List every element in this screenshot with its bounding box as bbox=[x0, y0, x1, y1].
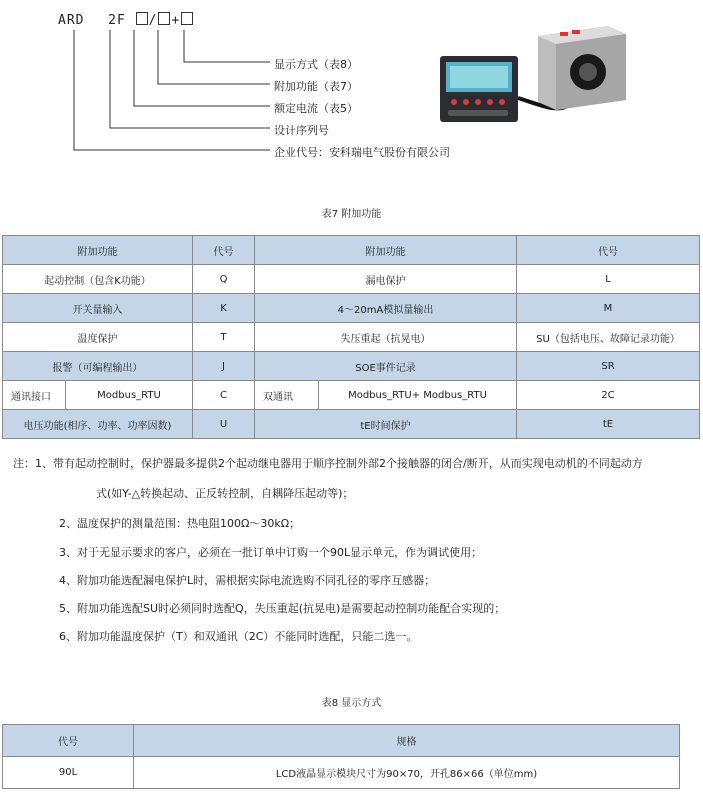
table-row bbox=[3, 757, 680, 789]
table-row bbox=[3, 352, 700, 381]
leader-rated bbox=[134, 30, 270, 106]
main-module bbox=[538, 26, 626, 110]
cell: Q bbox=[193, 265, 255, 294]
cell: 4～20mA模拟量输出 bbox=[255, 294, 517, 323]
table-row bbox=[3, 323, 700, 352]
cell: 90L bbox=[3, 757, 134, 789]
cell: tE时间保护 bbox=[255, 410, 517, 439]
table-header-row bbox=[3, 725, 680, 757]
model-series: 2F bbox=[108, 13, 126, 28]
note-1a: 注：1、带有起动控制时，保护器最多提供2个起动继电器用于顺序控制外部2个接触器的闭合/断开，从而实现电动机的不同起动方 bbox=[13, 457, 643, 470]
table-row bbox=[3, 294, 700, 323]
cell: L bbox=[517, 265, 700, 294]
cell: SR bbox=[517, 352, 700, 381]
leader-display bbox=[184, 30, 270, 62]
additional-function-table bbox=[2, 235, 700, 439]
cell: 起动控制（包含K功能） bbox=[3, 265, 193, 294]
header-spec: 规格 bbox=[134, 725, 680, 757]
note-4: 4、附加功能选配漏电保护L时，需根据实际电流选购不同孔径的零序互感器； bbox=[59, 574, 436, 587]
cell: Modbus_RTU+ Modbus_RTU bbox=[319, 381, 517, 410]
cell: tE bbox=[517, 410, 700, 439]
cell: 双通讯 bbox=[255, 381, 319, 410]
cell: SOE事件记录 bbox=[255, 352, 517, 381]
legend-rated-current: 额定电流（表5） bbox=[274, 102, 358, 115]
header-code-1: 代号 bbox=[193, 236, 255, 265]
table-row bbox=[3, 381, 700, 410]
leader-enterprise bbox=[74, 30, 270, 150]
legend-design-serial: 设计序列号 bbox=[274, 124, 329, 137]
model-slash: / bbox=[148, 13, 158, 28]
cell: 报警（可编程输出） bbox=[3, 352, 193, 381]
header-code-2: 代号 bbox=[517, 236, 700, 265]
cell: 通讯接口 bbox=[3, 381, 66, 410]
model-prefix: ARD bbox=[58, 13, 85, 28]
cell: K bbox=[193, 294, 255, 323]
cell: 2C bbox=[517, 381, 700, 410]
table7-caption: 表7 附加功能 bbox=[321, 209, 382, 220]
note-6: 6、附加功能温度保护（T）和双通讯（2C）不能同时选配，只能二选一。 bbox=[59, 630, 418, 643]
header-code: 代号 bbox=[3, 725, 134, 757]
device-illustration bbox=[438, 26, 628, 124]
cell: LCD液晶显示模块尺寸为90×70，开孔86×66（单位mm) bbox=[134, 757, 680, 789]
note-1b: 式(如Y-△转换起动、正反转控制，自耦降压起动等)； bbox=[96, 487, 354, 500]
legend-additional-function: 附加功能（表7） bbox=[274, 80, 358, 93]
cell: C bbox=[193, 381, 255, 410]
model-plus: + bbox=[171, 13, 181, 28]
header-function-2: 附加功能 bbox=[255, 236, 517, 265]
cell: M bbox=[517, 294, 700, 323]
cell: 失压重起（抗晃电） bbox=[255, 323, 517, 352]
cell: T bbox=[193, 323, 255, 352]
note-5: 5、附加功能选配SU时必须同时选配Q，失压重起(抗晃电)是需要起动控制功能配合实现的； bbox=[59, 602, 506, 615]
table-row bbox=[3, 265, 700, 294]
cell: SU（包括电压、故障记录功能） bbox=[517, 323, 700, 352]
leader-additional bbox=[158, 30, 270, 84]
cell: 漏电保护 bbox=[255, 265, 517, 294]
table8-caption: 表8 显示方式 bbox=[321, 698, 382, 709]
cell: 开关量输入 bbox=[3, 294, 193, 323]
header-function-1: 附加功能 bbox=[3, 236, 193, 265]
legend-display-mode: 显示方式（表8） bbox=[274, 58, 358, 71]
note-3: 3、对于无显示要求的客户，必须在一批订单中订购一个90L显示单元，作为调试使用； bbox=[59, 546, 483, 559]
cell: 电压功能(相序、功率、功率因数) bbox=[3, 410, 193, 439]
cell: 温度保护 bbox=[3, 323, 193, 352]
cell: Modbus_RTU bbox=[66, 381, 193, 410]
table-header-row bbox=[3, 236, 700, 265]
cell: U bbox=[193, 410, 255, 439]
cell: J bbox=[193, 352, 255, 381]
note-2: 2、温度保护的测量范围：热电阻100Ω～30kΩ； bbox=[59, 517, 301, 530]
table-row bbox=[3, 410, 700, 439]
display-mode-table bbox=[2, 724, 680, 789]
legend-enterprise-code: 企业代号：安科瑞电气股份有限公司 bbox=[274, 146, 450, 159]
display-unit bbox=[440, 56, 518, 122]
